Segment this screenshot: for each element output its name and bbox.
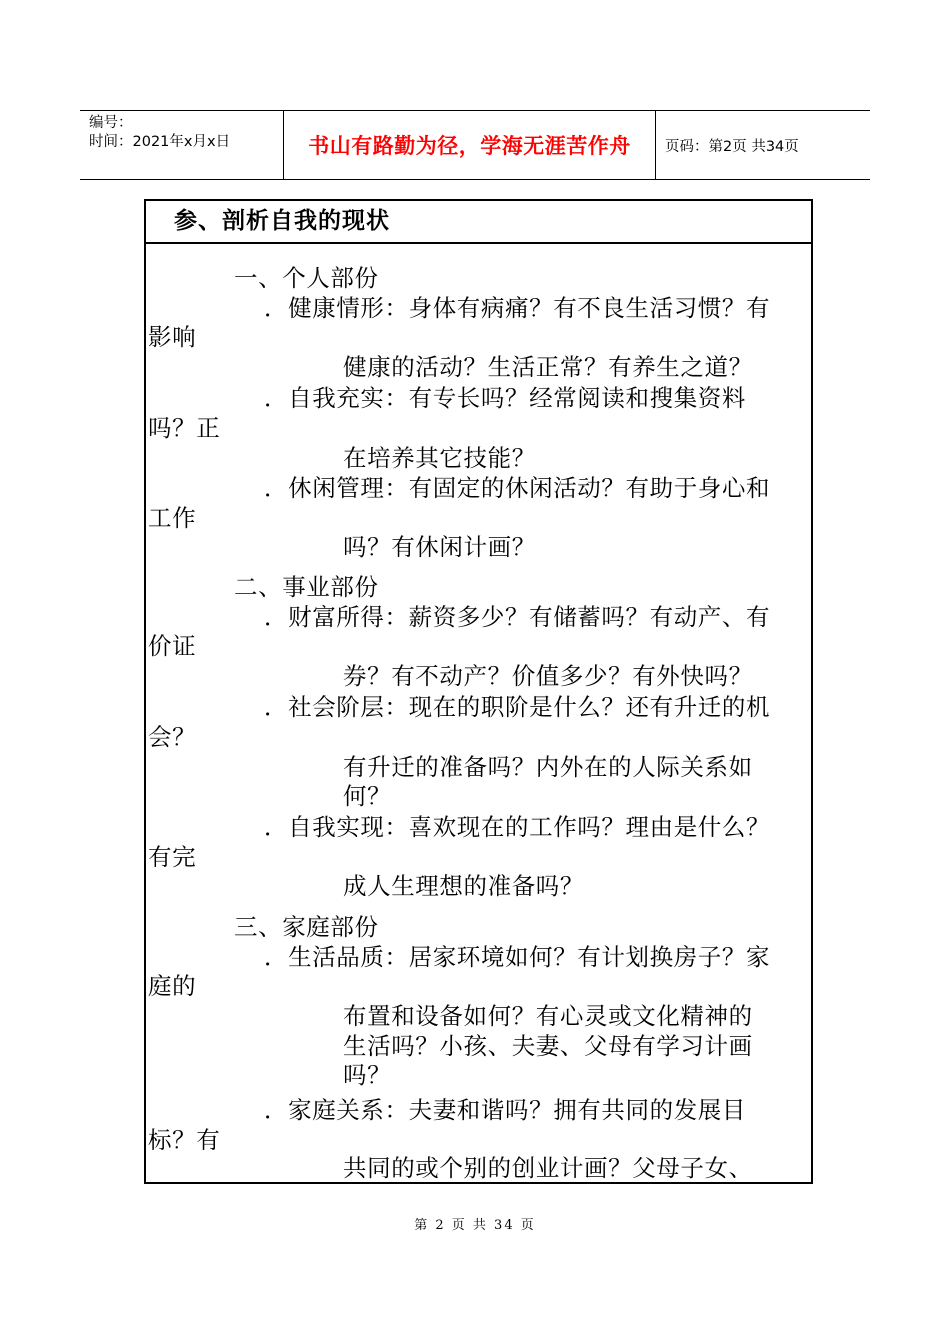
document-number-label: 编号： [89, 115, 133, 131]
item-self-growth: ．自我充实：有专长吗？经常阅读和搜集资料 [264, 384, 746, 412]
header-motto: 书山有路勤为径，学海无涯苦作舟 [283, 111, 656, 179]
item-wealth: ．财富所得：薪资多少？有储蓄吗？有动产、有 [264, 603, 771, 631]
item-wealth-wrap: 价证 [148, 632, 197, 660]
item-life-quality-cont2: 生活吗？小孩、夫妻、父母有学习计画 [343, 1032, 753, 1060]
item-self-realization: ．自我实现：喜欢现在的工作吗？理由是什么？ [264, 813, 771, 841]
document-date-label: 时间：2021年x月x日 [89, 134, 231, 150]
item-leisure: ．休闲管理：有固定的休闲活动？有助于身心和 [264, 474, 771, 502]
item-social-rank: ．社会阶层：现在的职阶是什么？还有升迁的机 [264, 693, 771, 721]
heading-family: 三、家庭部份 [234, 913, 379, 941]
item-life-quality: ．生活品质：居家环境如何？有计划换房子？家 [264, 943, 771, 971]
item-family-relations: ．家庭关系：夫妻和谐吗？拥有共同的发展目 [264, 1096, 746, 1124]
page-footer: 第 2 页 共 34 页 [414, 1218, 536, 1233]
header-page-info: 页码：第2页 共34页 [665, 138, 799, 155]
item-life-quality-cont3: 吗？ [343, 1061, 392, 1089]
header-table [80, 110, 870, 180]
section-title: 参、剖析自我的现状 [174, 208, 390, 234]
item-leisure-cont: 吗？有休闲计画？ [343, 533, 536, 561]
item-family-relations-wrap: 标？有 [148, 1126, 221, 1154]
item-leisure-wrap: 工作 [148, 504, 197, 532]
heading-personal: 一、个人部份 [234, 264, 379, 292]
item-life-quality-wrap: 庭的 [148, 972, 197, 1000]
section-title-row [146, 201, 811, 244]
item-self-growth-cont: 在培养其它技能？ [343, 444, 536, 472]
header-meta [80, 111, 283, 179]
item-social-rank-cont: 有升迁的准备吗？内外在的人际关系如 [343, 753, 753, 781]
heading-career: 二、事业部份 [234, 573, 379, 601]
item-social-rank-wrap: 会？ [148, 723, 197, 751]
item-self-realization-wrap: 有完 [148, 843, 197, 871]
item-wealth-cont: 券？有不动产？价值多少？有外快吗？ [343, 662, 753, 690]
item-health-wrap: 影响 [148, 323, 197, 351]
content-box [144, 199, 813, 1184]
item-life-quality-cont: 布置和设备如何？有心灵或文化精神的 [343, 1002, 753, 1030]
item-health: ．健康情形：身体有病痛？有不良生活习惯？有 [264, 294, 771, 322]
item-health-cont: 健康的活动？生活正常？有养生之道？ [343, 353, 753, 381]
item-family-relations-cont: 共同的或个别的创业计画？父母子女、 [343, 1154, 753, 1182]
item-self-realization-cont: 成人生理想的准备吗？ [343, 872, 584, 900]
item-self-growth-wrap: 吗？正 [148, 414, 221, 442]
item-social-rank-cont2: 何？ [343, 782, 392, 810]
